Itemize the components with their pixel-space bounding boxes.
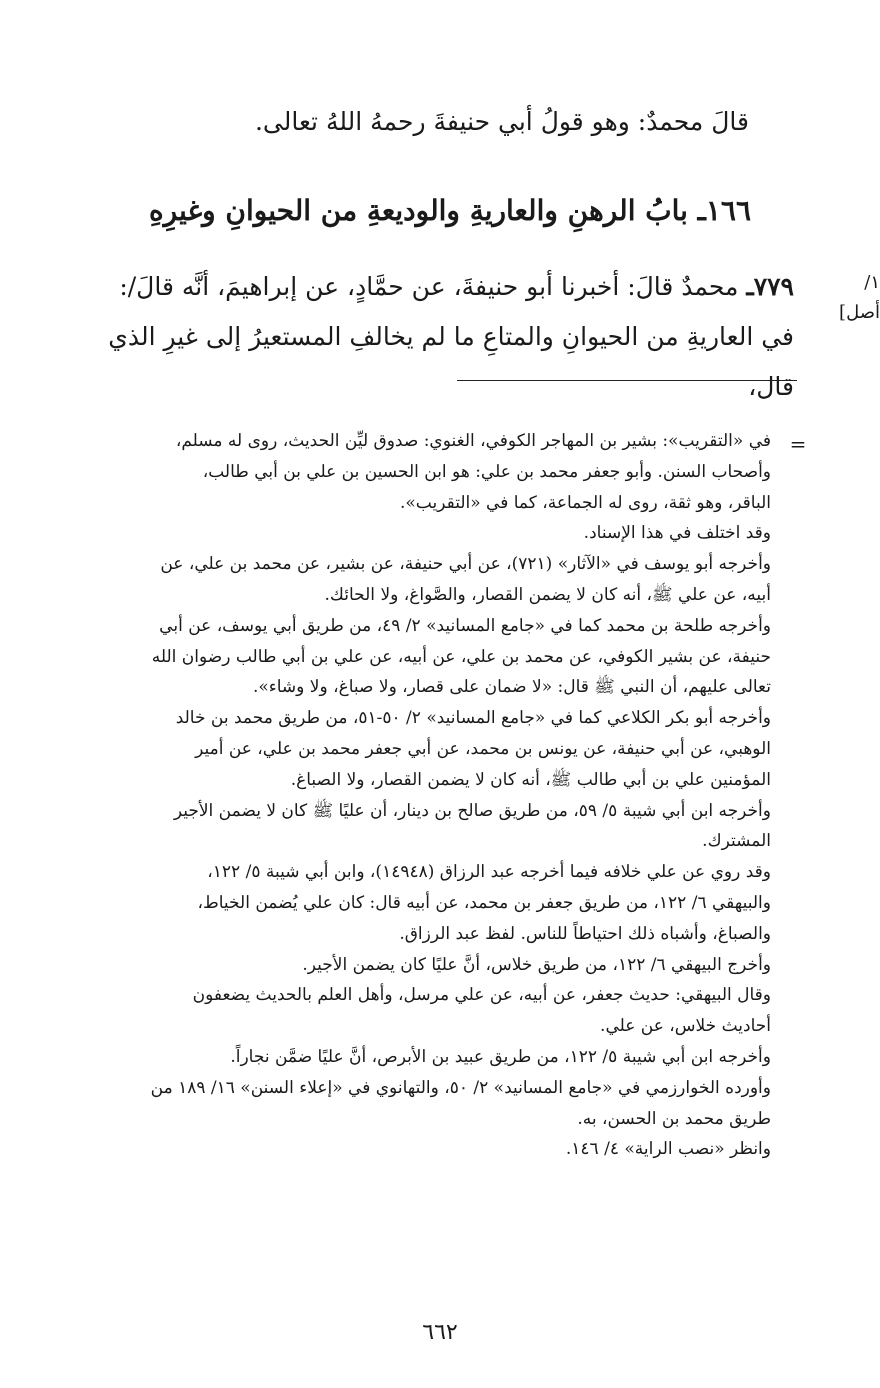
opening-statement: قالَ محمدٌ: وهو قولُ أبي حنيفةَ رحمهُ اللهُ تعالى. xyxy=(254,107,749,136)
footnote-line: وانظر «نصب الراية» ٤/ ١٤٦. xyxy=(565,1139,771,1160)
footnote-line: أحاديث خلاس، عن علي. xyxy=(600,1016,771,1037)
chapter-heading: ١٦٦ـ بابُ الرهنِ والعاريةِ والوديعةِ من الحيوانِ وغيرِهِ xyxy=(148,194,751,227)
hadith-line-1 xyxy=(62,262,794,312)
footnote-line: والصباغ، وأشباه ذلك احتياطاً للناس. لفظ عبد الرزاق. xyxy=(399,923,771,944)
hadith-line-1-text: محمدٌ قالَ: أخبرنا أبو حنيفةَ، عن حمَّادٍ، عن إبراهيمَ، أنَّه قالَ/: xyxy=(119,272,747,301)
footnote-line: وقد روي عن علي خلافه فيما أخرجه عبد الرزاق (١٤٩٤٨)، وابن أبي شيبة ٥/ ١٢٢، xyxy=(207,862,771,883)
footnote-line: أبيه، عن علي ﷺ، أنه كان لا يضمن القصار، والصَّواغ، ولا الحائك. xyxy=(324,584,771,605)
footnote-line: وأخرجه ابن أبي شيبة ٥/ ٥٩، من طريق صالح بن دينار، أن عليًا ﷺ كان لا يضمن الأجير xyxy=(173,800,771,821)
footnote-line: وقد اختلف في هذا الإسناد. xyxy=(583,523,771,544)
footnote-divider xyxy=(457,380,797,381)
footnote-line: الوهبي، عن أبي حنيفة، عن يونس بن محمد، عن أبي جعفر محمد بن علي، عن أمير xyxy=(195,738,771,759)
footnote-line: وأخرجه ابن أبي شيبة ٥/ ١٢٢، من طريق عبيد بن الأبرص، أنَّ عليًا ضمَّن نجاراً. xyxy=(230,1046,771,1067)
footnote-line: طريق محمد بن الحسن، به. xyxy=(577,1108,771,1129)
footnote-line: وأخرجه أبو يوسف في «الآثار» (٧٢١)، عن أبي حنيفة، عن بشير، عن محمد بن علي، عن xyxy=(160,554,771,575)
footnote-line: الباقر، وهو ثقة، روى له الجماعة، كما في «التقريب». xyxy=(399,492,771,513)
hadith-line-2: في العاريةِ من الحيوانِ والمتاعِ ما لم يخالفِ المستعيرُ إلى غيرِ الذي قال، xyxy=(108,322,794,401)
footnotes xyxy=(53,426,771,1165)
footnote-line: المؤمنين علي بن أبي طالب ﷺ، أنه كان لا يضمن القصار، ولا الصباغ. xyxy=(290,769,771,790)
footnote-continuation-mark: = xyxy=(789,432,807,456)
footnote-line: وأصحاب السنن. وأبو جعفر محمد بن علي: هو ابن الحسين بن علي بن أبي طالب، xyxy=(202,461,771,482)
footnote-line: وقال البيهقي: حديث جعفر، عن أبيه، عن علي مرسل، وأهل العلم بالحديث يضعفون xyxy=(192,985,771,1006)
footnote-line: وأخرجه أبو بكر الكلاعي كما في «جامع المسانيد» ٢/ ٥٠-٥١، من طريق محمد بن خالد xyxy=(175,708,771,729)
footnote-line: في «التقريب»: بشير بن المهاجر الكوفي، الغنوي: صدوق ليِّن الحديث، روى له مسلم، xyxy=(175,431,771,451)
footnote-line: حنيفة، عن بشير الكوفي، عن محمد بن علي، عن أبيه، عن علي بن أبي طالب رضوان الله xyxy=(151,646,771,667)
footnote-line: وأورده الخوارزمي في «جامع المسانيد» ٢/ ٥٠، والتهانوي في «إعلاء السنن» ١٦/ ١٨٩ من xyxy=(150,1077,771,1098)
margin-reference: ١/ أصل] xyxy=(839,272,880,323)
hadith-text xyxy=(62,262,794,412)
footnote-line: تعالى عليهم، أن النبي ﷺ قال: «لا ضمان على قصار، ولا صباغ، ولا وشاء». xyxy=(252,677,771,698)
footnote-line: والبيهقي ٦/ ١٢٢، من طريق جعفر بن محمد، عن أبيه قال: كان علي يُضمن الخياط، xyxy=(197,892,771,913)
footnote-line: وأخرج البيهقي ٦/ ١٢٢، من طريق خلاس، أنَّ عليًا كان يضمن الأجير. xyxy=(302,954,771,975)
hadith-number: ٧٧٩ـ xyxy=(746,272,794,301)
footnote-line: وأخرجه طلحة بن محمد كما في «جامع المسانيد» ٢/ ٤٩، من طريق أبي يوسف، عن أبي xyxy=(159,615,771,636)
page-number: ٦٦٢ xyxy=(422,1320,458,1345)
footnote-line: المشترك. xyxy=(702,831,771,852)
